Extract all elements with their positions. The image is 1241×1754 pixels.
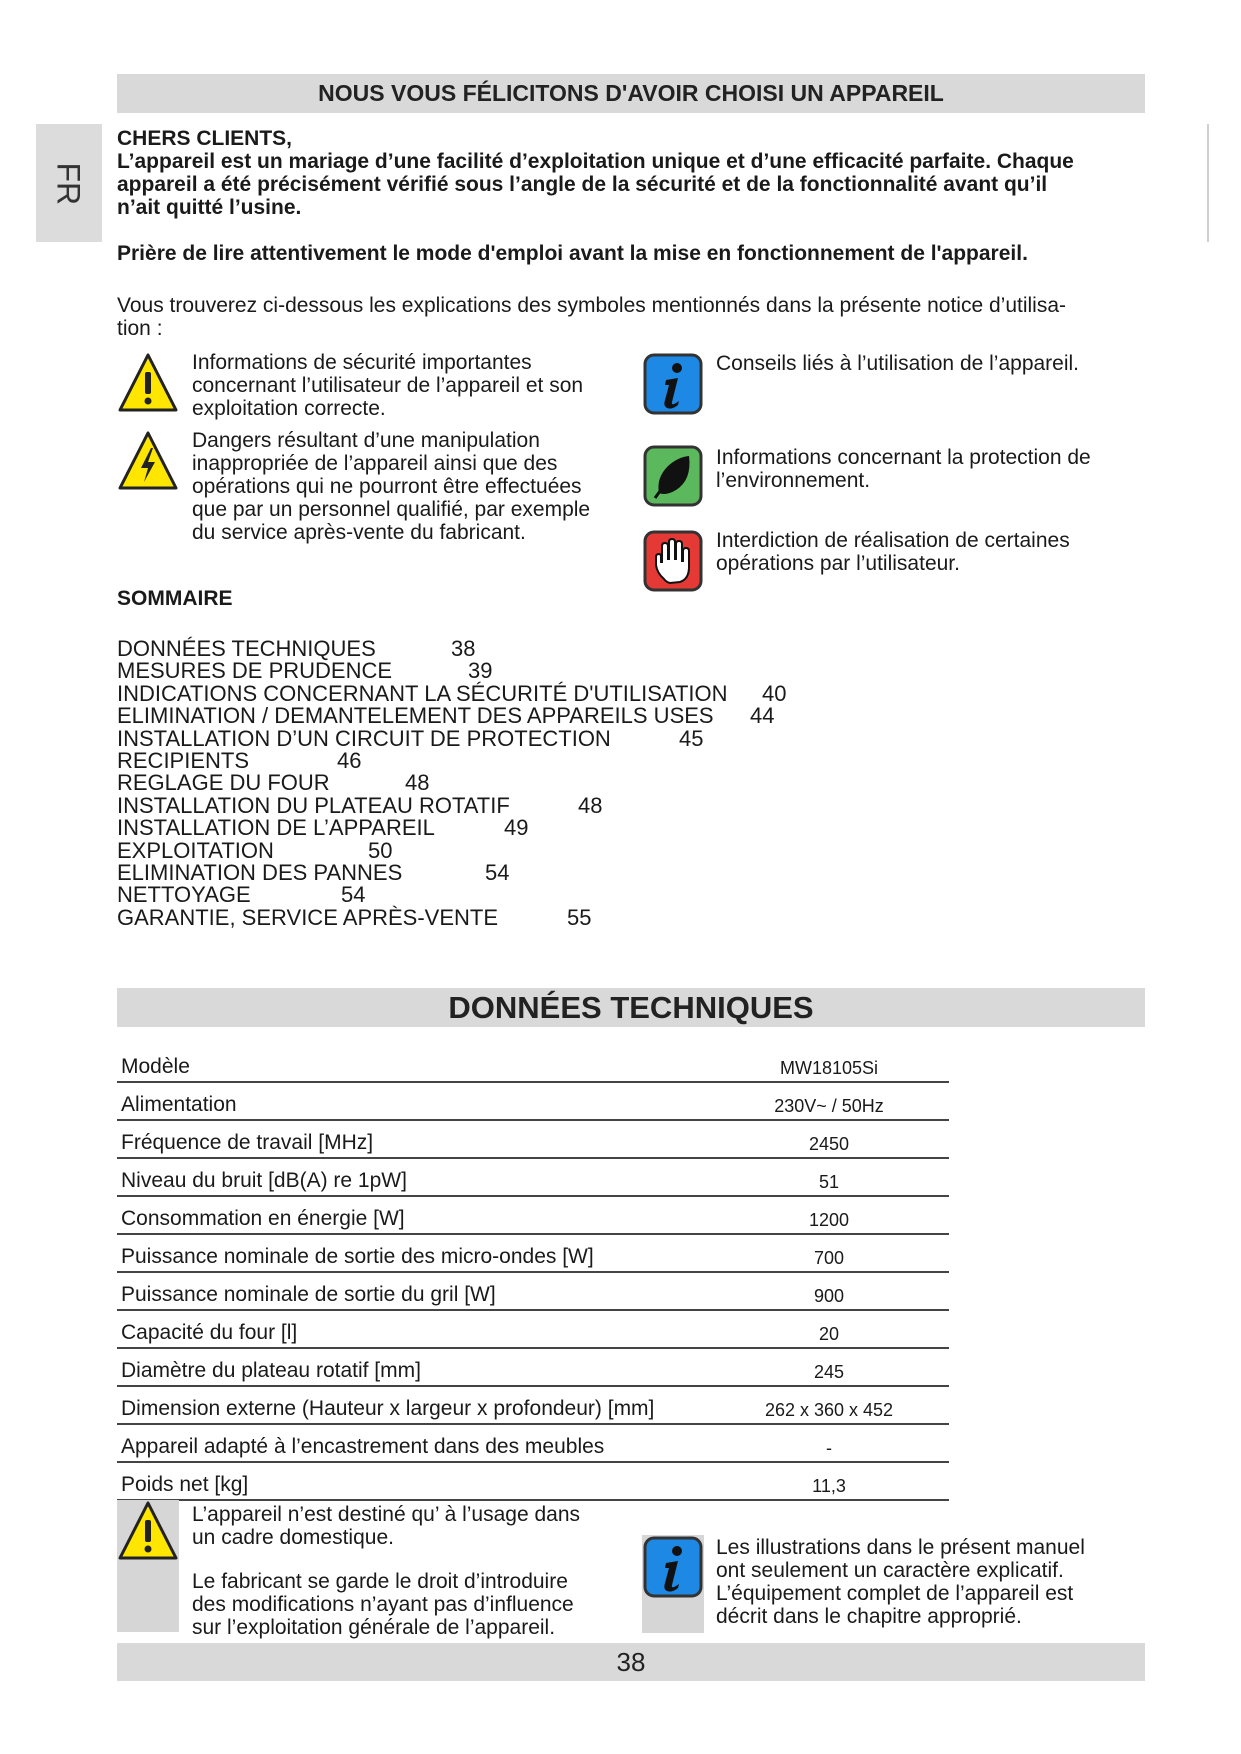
table-row	[117, 1424, 949, 1462]
stop-hand-icon	[642, 529, 704, 593]
table-row	[117, 1462, 949, 1500]
spec-value: 900	[705, 1272, 949, 1310]
spec-value: 1200	[705, 1196, 949, 1234]
text-line: opérations par l’utilisateur.	[716, 552, 960, 575]
text-line: L’équipement complet de l’appareil est	[716, 1582, 1074, 1605]
toc-page: 48	[405, 770, 430, 796]
spec-value: 245	[705, 1348, 949, 1386]
toc-title-text: GARANTIE, SERVICE APRÈS-VENTE	[117, 904, 499, 930]
text-line: concernant l’utilisateur de l’appareil et son	[192, 374, 584, 397]
text-line: l’environnement.	[716, 469, 871, 492]
info-description	[716, 352, 1079, 375]
header-bar	[117, 74, 1145, 113]
intro-line-2: appareil a été précisément vérifié sous l’angle de la sécurité et de la fonctionnalité avant qu’il	[117, 173, 1048, 196]
spec-label: Poids net [kg]	[117, 1462, 705, 1500]
toc-title-text: ELIMINATION DES PANNES	[117, 859, 403, 885]
toc-page: 39	[468, 658, 493, 684]
spec-label: Fréquence de travail [MHz]	[117, 1120, 705, 1158]
text-line: décrit dans le chapitre approprié.	[716, 1605, 1022, 1628]
toc-title-text: ELIMINATION / DEMANTELEMENT DES APPAREILS USES	[117, 703, 714, 729]
text-line: Le fabricant se garde le droit d’introduire	[192, 1570, 568, 1593]
header-title: NOUS VOUS FÉLICITONS D'AVOIR CHOISI UN APPAREIL	[318, 80, 944, 106]
leaf-icon	[642, 444, 704, 508]
tech-data-title: DONNÉES TECHNIQUES	[448, 990, 814, 1025]
table-row	[117, 1045, 949, 1082]
info-icon	[642, 1535, 704, 1599]
toc-page: 45	[679, 725, 704, 751]
toc-page: 50	[368, 837, 393, 863]
text-line: inappropriée de l’appareil ainsi que des	[192, 452, 558, 475]
text-line: un cadre domestique.	[192, 1526, 394, 1549]
toc-title-text: INSTALLATION DU PLATEAU ROTATIF	[117, 792, 510, 818]
intro-line-3: n’ait quitté l’usine.	[117, 196, 302, 219]
table-row	[117, 1158, 949, 1196]
toc-title-text: MESURES DE PRUDENCE	[117, 658, 393, 684]
table-row	[117, 1120, 949, 1158]
text-line: L’appareil n’est destiné qu’ à l’usage dans	[192, 1503, 580, 1526]
text-line: sur l’exploitation générale de l’appareil.	[192, 1616, 556, 1639]
text-line: Interdiction de réalisation de certaines	[716, 529, 1070, 552]
spec-value: 20	[705, 1310, 949, 1348]
toc-page: 38	[451, 636, 476, 661]
spec-value: 2450	[705, 1120, 949, 1158]
toc-title: SOMMAIRE	[117, 587, 233, 610]
spec-value: MW18105Si	[705, 1045, 949, 1082]
warning-description	[192, 351, 583, 420]
table-row	[117, 1082, 949, 1120]
toc-page: 46	[337, 747, 362, 773]
spec-value: -	[705, 1424, 949, 1462]
eco-description	[716, 446, 1091, 492]
text-line: du service après-vente du fabricant.	[192, 521, 526, 544]
toc-page: 48	[578, 792, 603, 818]
spec-table	[117, 1045, 949, 1501]
spec-value: 262 x 360 x 452	[705, 1386, 949, 1424]
spec-value: 230V~ / 50Hz	[705, 1082, 949, 1120]
table-row	[117, 1272, 949, 1310]
info-icon	[642, 352, 704, 416]
domestic-use-note	[192, 1503, 580, 1639]
text-line: que par un personnel qualifié, par exemple	[192, 498, 591, 521]
language-tab	[36, 124, 102, 242]
symbols-intro	[117, 294, 1157, 340]
read-notice: Prière de lire attentivement le mode d'emploi avant la mise en fonctionnement de l'appareil.	[117, 242, 1028, 265]
text-line	[192, 1549, 580, 1570]
text-line: des modifications n’ayant pas d’influence	[192, 1593, 574, 1616]
toc-title-text: INSTALLATION D’UN CIRCUIT DE PROTECTION	[117, 725, 611, 751]
spec-label: Appareil adapté à l’encastrement dans des meubles	[117, 1424, 705, 1462]
spec-label: Diamètre du plateau rotatif [mm]	[117, 1348, 705, 1386]
footer-bar	[117, 1643, 1145, 1681]
language-code: FR	[50, 162, 87, 206]
spec-label: Puissance nominale de sortie des micro-ondes [W]	[117, 1234, 705, 1272]
illustrations-note	[716, 1536, 1085, 1628]
table-row	[117, 1348, 949, 1386]
danger-description	[192, 429, 590, 544]
toc-title-text: INSTALLATION DE L’APPAREIL	[117, 815, 435, 841]
toc-title-text: REGLAGE DU FOUR	[117, 770, 330, 796]
stop-description	[716, 529, 1070, 575]
spec-label: Capacité du four [l]	[117, 1310, 705, 1348]
spec-value: 11,3	[705, 1462, 949, 1500]
toc-page: 54	[485, 859, 510, 885]
warning-icon	[117, 1500, 179, 1564]
toc-title-text: RECIPIENTS	[117, 747, 250, 773]
intro-line-1: L’appareil est un mariage d’une facilité d’exploitation unique et d’une efficacité parfaite. Chaque	[117, 150, 1074, 173]
symbols-intro-line-1: Vous trouverez ci-dessous les explications des symboles mentionnés dans la présente notice d’utilisa-	[117, 294, 1066, 317]
warning-icon	[117, 352, 179, 416]
symbols-intro-line-2: tion :	[117, 317, 163, 340]
spec-label: Niveau du bruit [dB(A) re 1pW]	[117, 1158, 705, 1196]
toc-title-text: NETTOYAGE	[117, 882, 251, 908]
toc-title-text: INDICATIONS CONCERNANT LA SÉCURITÉ D'UTILISATION	[117, 680, 728, 706]
spec-label: Modèle	[117, 1045, 705, 1082]
text-line: Les illustrations dans le présent manuel	[716, 1536, 1085, 1559]
text-line: Informations de sécurité importantes	[192, 351, 532, 374]
spec-value: 700	[705, 1234, 949, 1272]
toc-page: 40	[762, 680, 787, 706]
table-row	[117, 1310, 949, 1348]
spec-label: Puissance nominale de sortie du gril [W]	[117, 1272, 705, 1310]
toc-page: 49	[504, 815, 529, 841]
text-line: Dangers résultant d’une manipulation	[192, 429, 540, 452]
table-row	[117, 1234, 949, 1272]
text-line: ont seulement un caractère explicatif.	[716, 1559, 1064, 1582]
toc-page: 54	[341, 882, 366, 908]
spec-label: Alimentation	[117, 1082, 705, 1120]
spec-value: 51	[705, 1158, 949, 1196]
spec-label: Consommation en énergie [W]	[117, 1196, 705, 1234]
page-number: 38	[616, 1647, 646, 1677]
toc-page: 55	[567, 904, 592, 930]
text-line: opérations qui ne pourront être effectuées	[192, 475, 582, 498]
toc-title-text: DONNÉES TECHNIQUES	[117, 636, 376, 661]
salutation: CHERS CLIENTS,	[117, 127, 293, 150]
toc-page: 44	[750, 703, 775, 729]
text-line: exploitation correcte.	[192, 397, 386, 420]
spec-label: Dimension externe (Hauteur x largeur x profondeur) [mm]	[117, 1386, 705, 1424]
electric-danger-icon	[117, 430, 179, 494]
edge-line	[1207, 124, 1209, 242]
toc-title-text: EXPLOITATION	[117, 837, 274, 863]
text-line: Informations concernant la protection de	[716, 446, 1091, 469]
tech-data-bar	[117, 988, 1145, 1027]
table-row	[117, 1196, 949, 1234]
intro-block	[117, 127, 1147, 219]
text-line: Conseils liés à l’utilisation de l’appareil.	[716, 352, 1080, 375]
table-row	[117, 1386, 949, 1424]
